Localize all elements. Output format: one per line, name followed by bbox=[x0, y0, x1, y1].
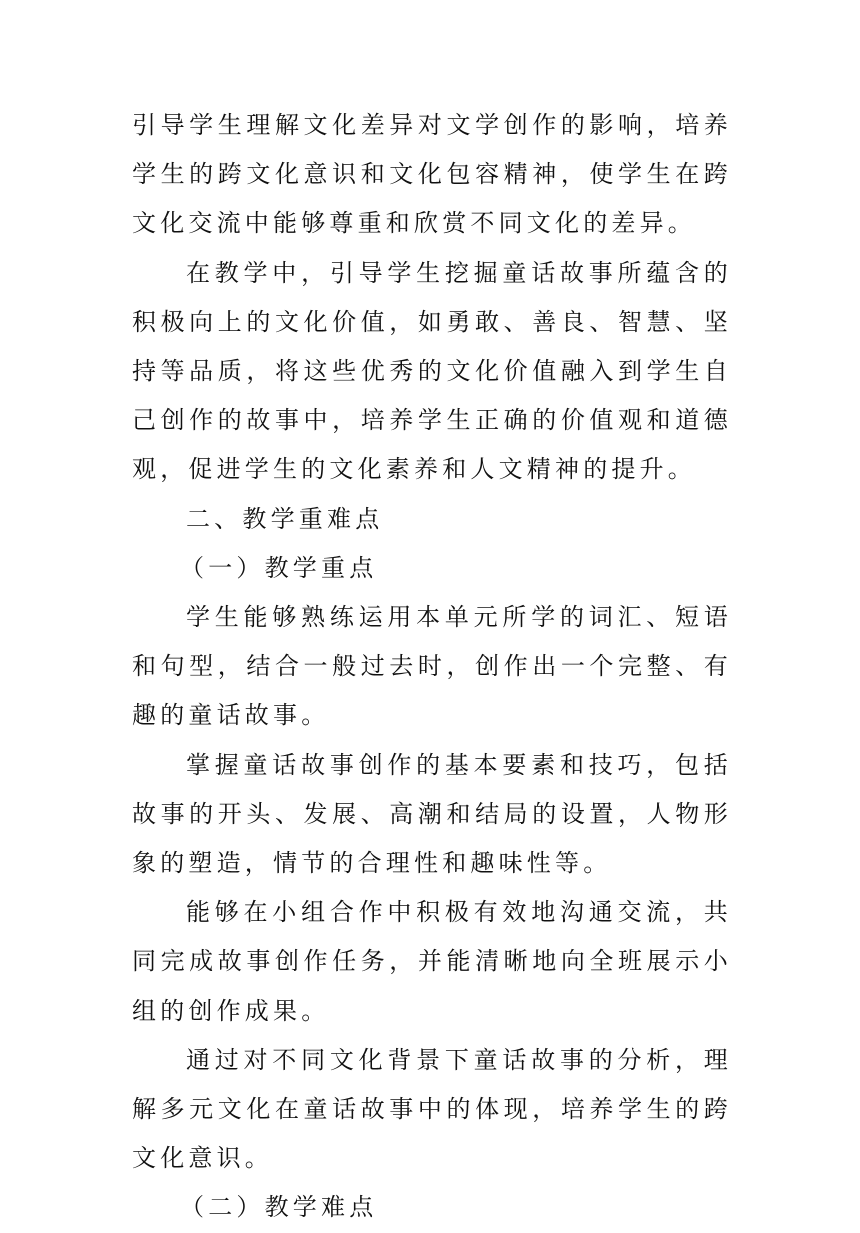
paragraph-group-cooperation: 能够在小组合作中积极有效地沟通交流，共同完成故事创作任务，并能清晰地向全班展示小组的创作成果。 bbox=[132, 898, 732, 1025]
paragraph-story-elements: 掌握童话故事创作的基本要素和技巧，包括故事的开头、发展、高潮和结局的设置，人物形象的塑造，情节的合理性和趣味性等。 bbox=[132, 750, 732, 878]
paragraph-multicultural-analysis: 通过对不同文化背景下童话故事的分析，理解多元文化在童话故事中的体现，培养学生的跨文化意识。 bbox=[132, 1045, 732, 1173]
document-body bbox=[132, 101, 732, 1233]
subsection-heading-teaching-difficulty: （二）教学难点 bbox=[180, 1193, 378, 1222]
paragraph-vocabulary-usage: 学生能够熟练运用本单元所学的词汇、短语和句型，结合一般过去时，创作出一个完整、有趣的童话故事。 bbox=[132, 603, 732, 730]
paragraph-cultural-difference: 引导学生理解文化差异对文学创作的影响，培养学生的跨文化意识和文化包容精神，使学生在跨文化交流中能够尊重和欣赏不同文化的差异。 bbox=[132, 111, 732, 238]
subsection-heading-teaching-focus: （一）教学重点 bbox=[180, 553, 378, 582]
paragraph-cultural-value: 在教学中，引导学生挖掘童话故事所蕴含的积极向上的文化价值，如勇敢、善良、智慧、坚持等品质，将这些优秀的文化价值融入到学生自己创作的故事中，培养学生正确的价值观和道德观，促进学生的文化素养和人文精神的提升。 bbox=[132, 258, 732, 484]
section-heading-key-difficult-points: 二、教学重难点 bbox=[186, 504, 384, 533]
